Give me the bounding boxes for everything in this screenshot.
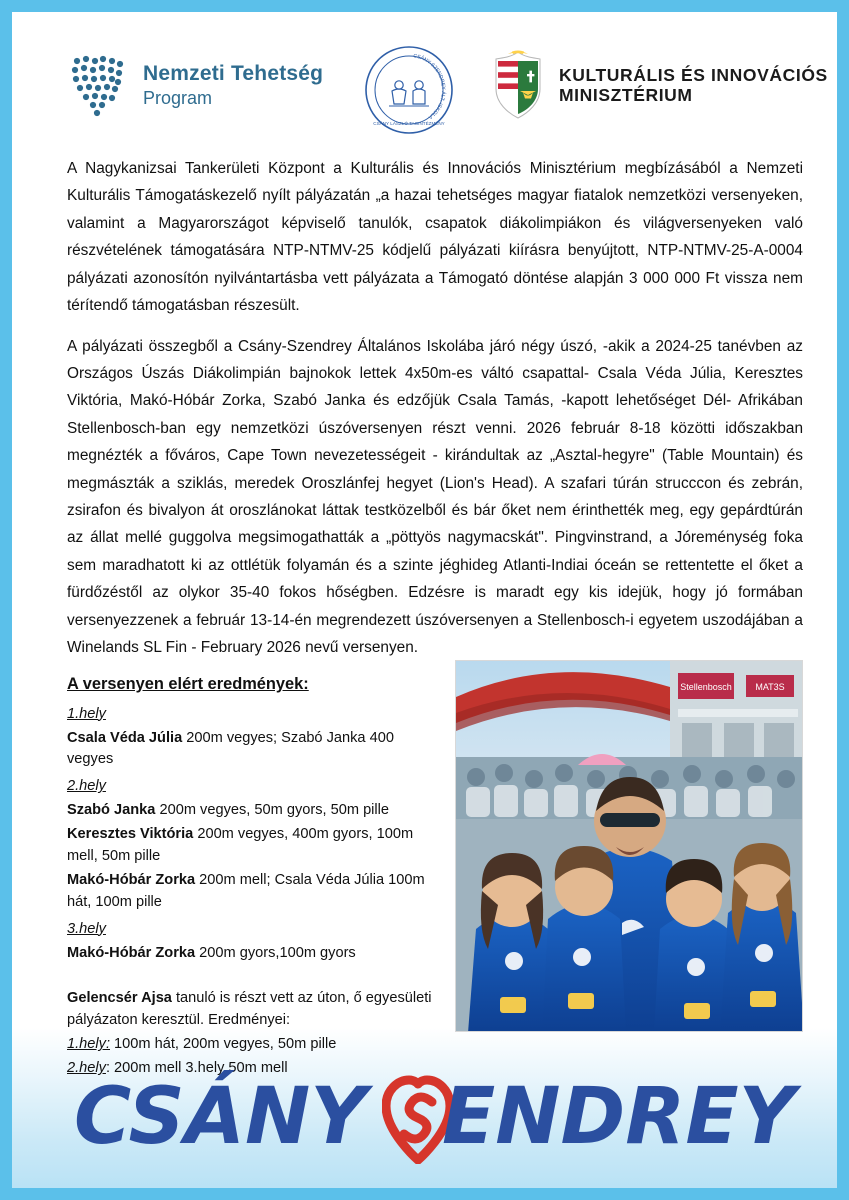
result-detail: 100m hát, 200m vegyes, 50m pille	[110, 1036, 337, 1053]
place-label-1: 1.hely	[67, 705, 106, 722]
extra-intro	[67, 988, 437, 1032]
logo-row	[12, 40, 837, 136]
result-detail: 200m vegyes, 400m gyors, 100m mell, 50m pille	[67, 826, 414, 864]
extra-intro-text: tanuló is részt vett az úton, ő egyesületi pályázaton keresztül. Eredményei:	[67, 990, 432, 1029]
svg-text:CSÁNY LÁSZLÓ TAGINTÉZMÉNY: CSÁNY LÁSZLÓ TAGINTÉZMÉNY	[373, 121, 445, 126]
ntp-subtitle: Program	[143, 87, 213, 108]
result-line	[67, 824, 437, 868]
document-page	[12, 12, 837, 1188]
result-detail: 200m vegyes; Szabó Janka 400 vegyes	[67, 729, 394, 768]
results-section	[67, 672, 437, 1082]
school-seal-icon	[364, 45, 454, 135]
place-label-3: 3.hely	[67, 920, 106, 937]
tulip-dots-icon	[67, 52, 129, 118]
result-detail: : 200m mell 3.hely 50m mell	[105, 1060, 288, 1077]
athlete-name: Szabó Janka	[67, 802, 156, 819]
wordmark-left: CSÁNY	[74, 1072, 367, 1162]
article-body	[67, 155, 803, 675]
ministry-line-2: MINISZTÉRIUM	[559, 85, 693, 105]
logo-nemzeti-tehetseg-program	[67, 52, 323, 118]
logo-ministry	[490, 50, 828, 120]
paragraph-2: A pályázati összegből a Csány-Szendrey Általános Iskolába járó négy úszó, -akik a 2024-25 tanévben az Országos Úszás Diákolimpián bajnokok lettek 4x50m-es váltó csapattal- Csala Véda Júlia, Keresztes Viktória, Makó-Hóbár Zorka, Szabó Janka és edzőjük Csala Tamás, -kapott lehetőséget Dél- Afrikában Stellenbosch-ban egy nemzetközi úszóversenyen részt venni. 2026 február 8-18 közötti időszakban megnézték a főváros, Cape Town nevezetességeit - kirándultak az „Asztal-hegyre" (Table Mountain) és megmászták a sziklás, meredek Oroszlánfej hegyet (Lion's Head). A szafari túrán strucccon és zebrán, zsirafon és bivalyon át oroszlánokat láttak testközelből és bár őket nem érinthették meg, egy gepárdtúrán az állat mellé guggolva megsimogathatták a „pöttyös nagymacskát". Pingvinstrand, a Jóreménység foka sem maradhatott ki az ottlétük folyamán és a szinte jéghideg Atlanti-Indiai óceán se rettentette el őket a fürdőzéstől az olykor 35-40 fokos hőségben. Edzésre is maradt egy kis idejük, hogy jó formában versenyezzenek a február 13-14-én megrendezett úszóversenyen a Stellenbosch-i egyetem uszodájában a Winelands SL Fin - February 2026 nevű versenyen.	[67, 337, 803, 657]
athlete-name: Makó-Hóbár Zorka	[67, 944, 196, 961]
result-detail: 200m vegyes, 50m gyors, 50m pille	[155, 802, 390, 819]
result-line	[67, 728, 437, 772]
result-line	[67, 870, 437, 914]
place-label-2: 2.hely	[67, 778, 106, 795]
svg-text:CSÁNY-SZENDREY ÁLT. ISKOLA: CSÁNY-SZENDREY ÁLT. ISKOLA	[412, 53, 447, 121]
ntp-title: Nemzeti Tehetség	[143, 61, 324, 85]
athlete-name: Makó-Hóbár Zorka	[67, 871, 196, 888]
result-detail: 200m gyors,100m gyors	[195, 944, 356, 961]
place-label: 1.hely:	[67, 1036, 110, 1053]
result-detail: 200m mell; Csala Véda Júlia 100m hát, 100m pille	[67, 871, 425, 910]
swim-team-photo	[455, 660, 803, 1032]
athlete-name: Csala Véda Júlia	[67, 729, 183, 746]
extra-result-line	[67, 1034, 437, 1056]
paragraph-1: A Nagykanizsai Tankerületi Központ a Kulturális és Innovációs Minisztérium megbízásából a Nemzeti Kulturális Támogatáskezelő nyílt pályázatán „a hazai tehetséges magyar fiatalok nemzetközi versenyeken, valamint a Magyarországot képviselő tanulók, csapatok diákolimpiákon és világversenyeken való részvételének támogatására NTP-NTMV-25 kódjelű pályázati kiírásra benyújtott, NTP-NTMV-25-A-0004 pályázati azonosítón nyilvántartásba vett pályázata a Támogató döntése alapján 3 000 000 Ft vissza nem térítendő támogatásban részesült.	[67, 160, 803, 315]
results-heading: A versenyen elért eredmények:	[67, 675, 309, 693]
school-wordmark	[12, 1054, 837, 1174]
athlete-name: Keresztes Viktória	[67, 826, 194, 843]
athlete-name: Gelencsér Ajsa	[67, 990, 172, 1007]
result-line	[67, 800, 437, 822]
place-label: 2.hely	[67, 1060, 106, 1077]
result-line	[67, 943, 437, 965]
ministry-line-1: KULTURÁLIS ÉS INNOVÁCIÓS	[559, 64, 828, 85]
svg-text:MAT3S: MAT3S	[755, 682, 785, 692]
hungarian-coat-of-arms-icon	[490, 50, 546, 120]
svg-text:Stellenbosch: Stellenbosch	[680, 682, 732, 692]
wordmark-right: ENDREY	[442, 1072, 796, 1162]
